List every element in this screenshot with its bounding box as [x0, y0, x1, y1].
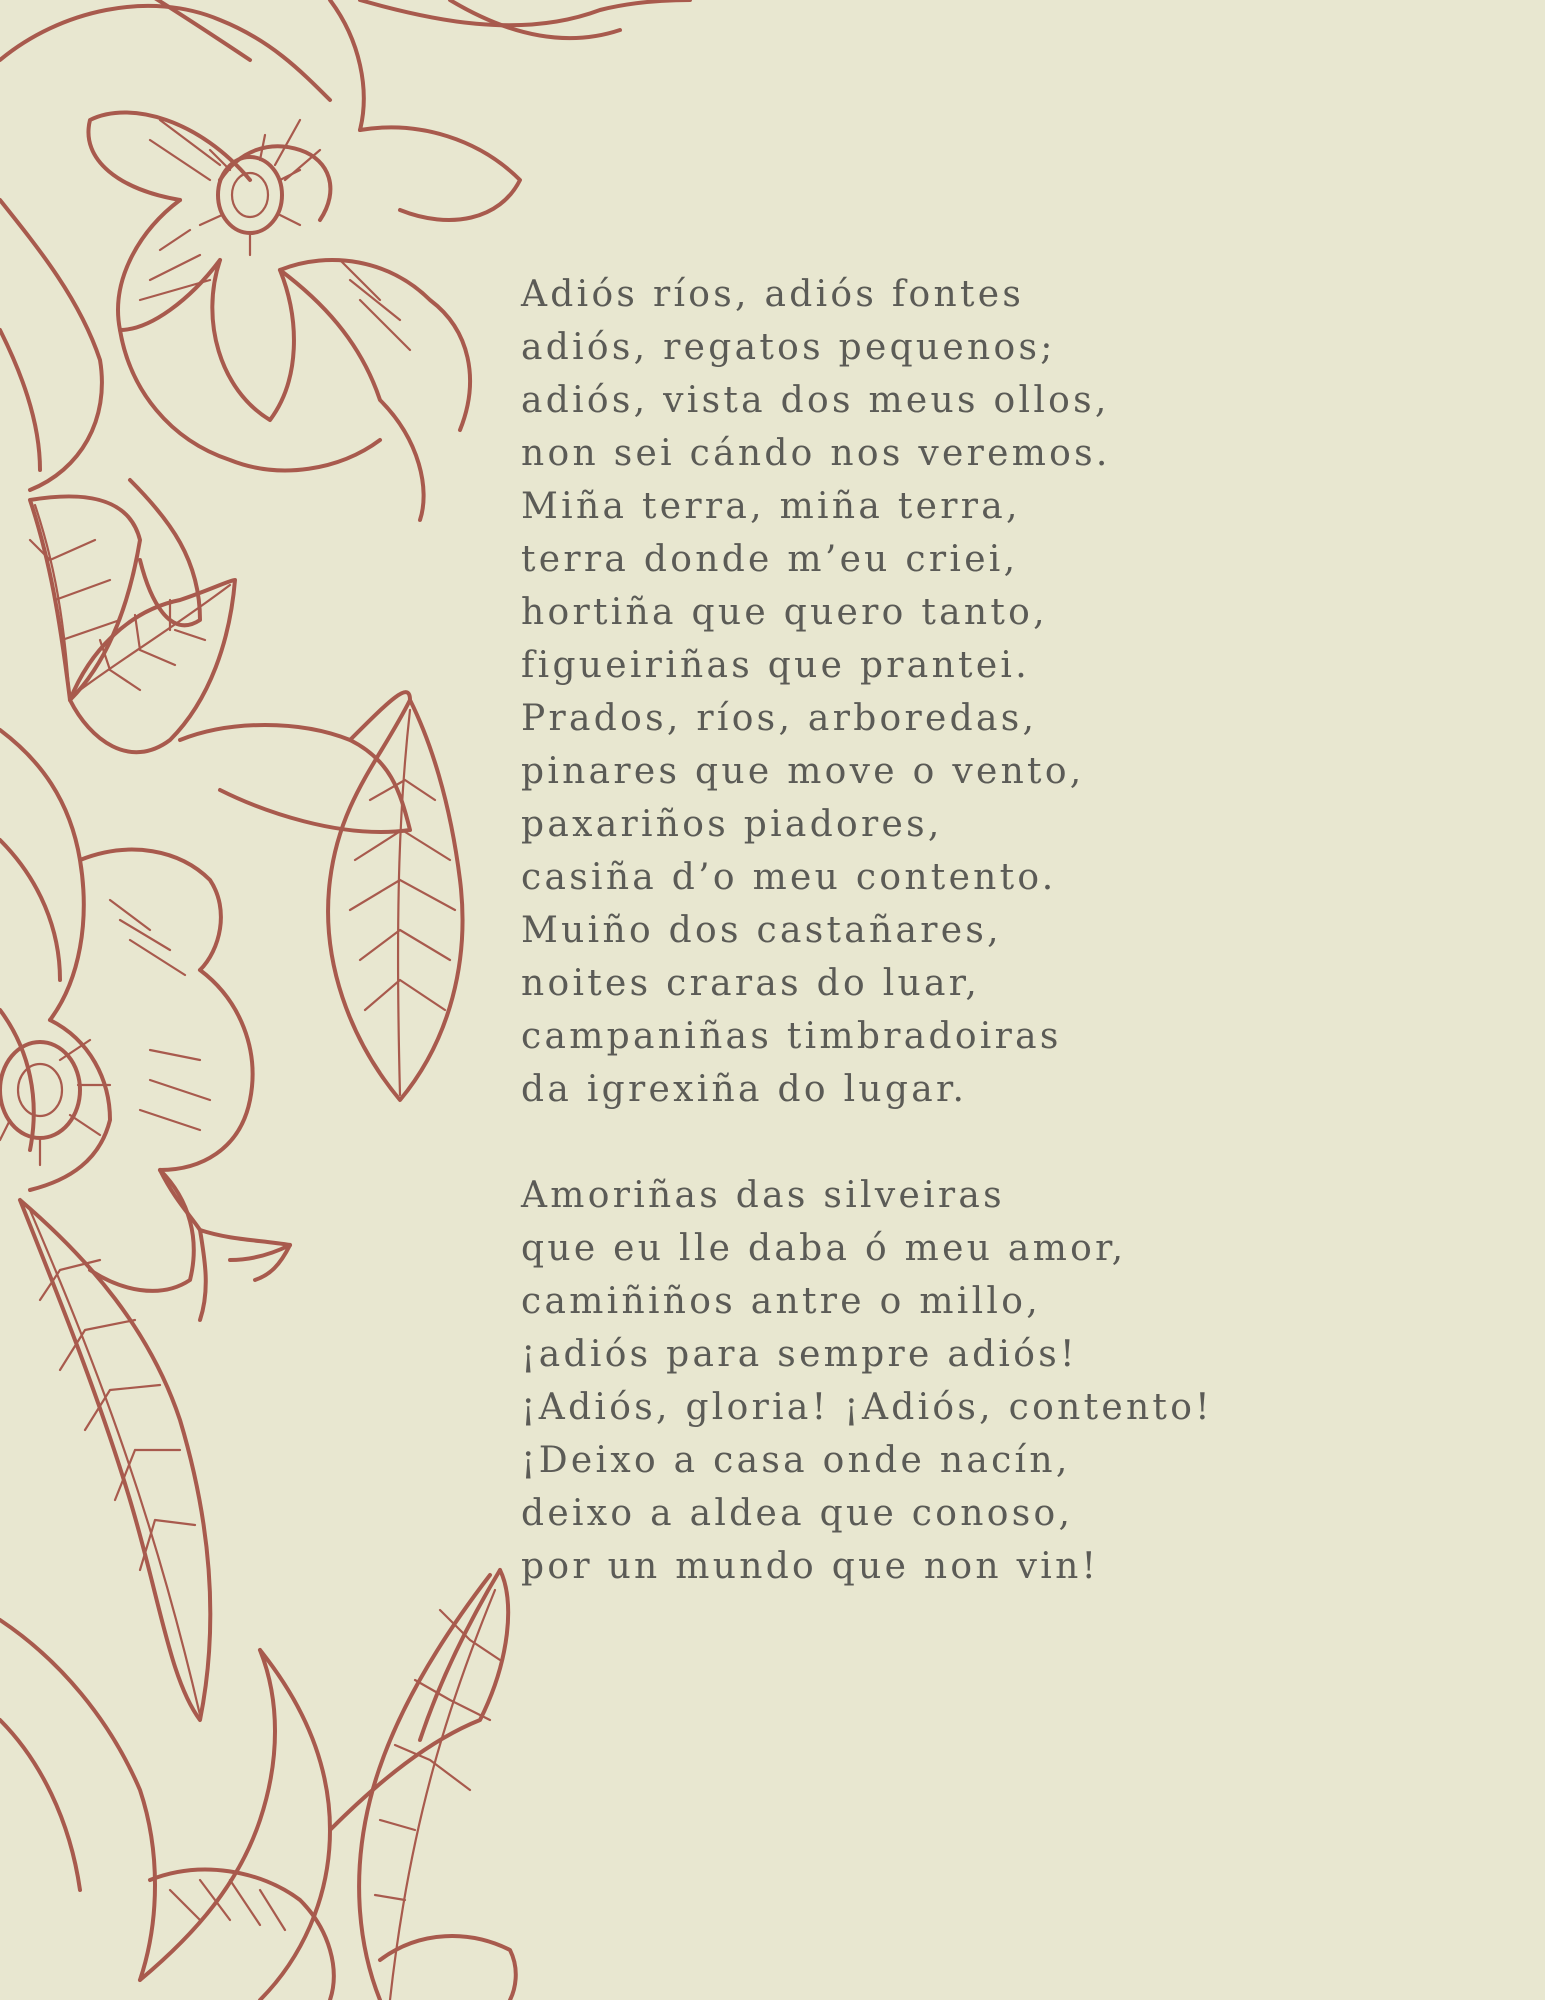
poem-line: ¡Deixo a casa onde nacín, — [521, 1440, 1071, 1481]
poem-line: por un mundo que non vin! — [521, 1546, 1100, 1587]
poem-line: paxariños piadores, — [521, 804, 943, 845]
lower-leaves-icon — [0, 1200, 516, 2000]
poem-line: que eu lle daba ó meu amor, — [521, 1228, 1127, 1269]
upper-leaves-icon — [30, 480, 463, 1100]
poem-line: camiñiños antre o millo, — [521, 1281, 1041, 1322]
middle-flower-icon — [0, 730, 290, 1320]
poem-line: figueiriñas que prantei. — [521, 645, 1030, 686]
poem-line: adiós, vista dos meus ollos, — [521, 380, 1110, 421]
poem-line: non sei cándo nos veremos. — [521, 433, 1111, 474]
poem-line: noites craras do luar, — [521, 963, 981, 1004]
poem-line: campaniñas timbradoiras — [521, 1016, 1062, 1057]
poem-line: da igrexiña do lugar. — [521, 1069, 968, 1110]
poem-line: Amoriñas das silveiras — [521, 1175, 1005, 1216]
poem-line: ¡Adiós, gloria! ¡Adiós, contento! — [521, 1387, 1213, 1428]
poem-line: ¡adiós para sempre adiós! — [521, 1334, 1078, 1375]
poem — [521, 268, 1521, 1593]
stanza-1 — [521, 268, 1521, 1116]
poem-line: Muiño dos castañares, — [521, 910, 1002, 951]
poem-line: adiós, regatos pequenos; — [521, 327, 1056, 368]
poem-line: Adiós ríos, adiós fontes — [521, 274, 1025, 315]
poem-line: hortiña que quero tanto, — [521, 592, 1048, 633]
poem-line: Prados, ríos, arboredas, — [521, 698, 1038, 739]
poem-line: pinares que move o vento, — [521, 751, 1085, 792]
poem-line: terra donde m’eu criei, — [521, 539, 1019, 580]
poem-line: casiña d’o meu contento. — [521, 857, 1057, 898]
poem-line: Miña terra, miña terra, — [521, 486, 1021, 527]
stanza-2 — [521, 1169, 1521, 1593]
poem-line: deixo a aldea que conoso, — [521, 1493, 1074, 1534]
